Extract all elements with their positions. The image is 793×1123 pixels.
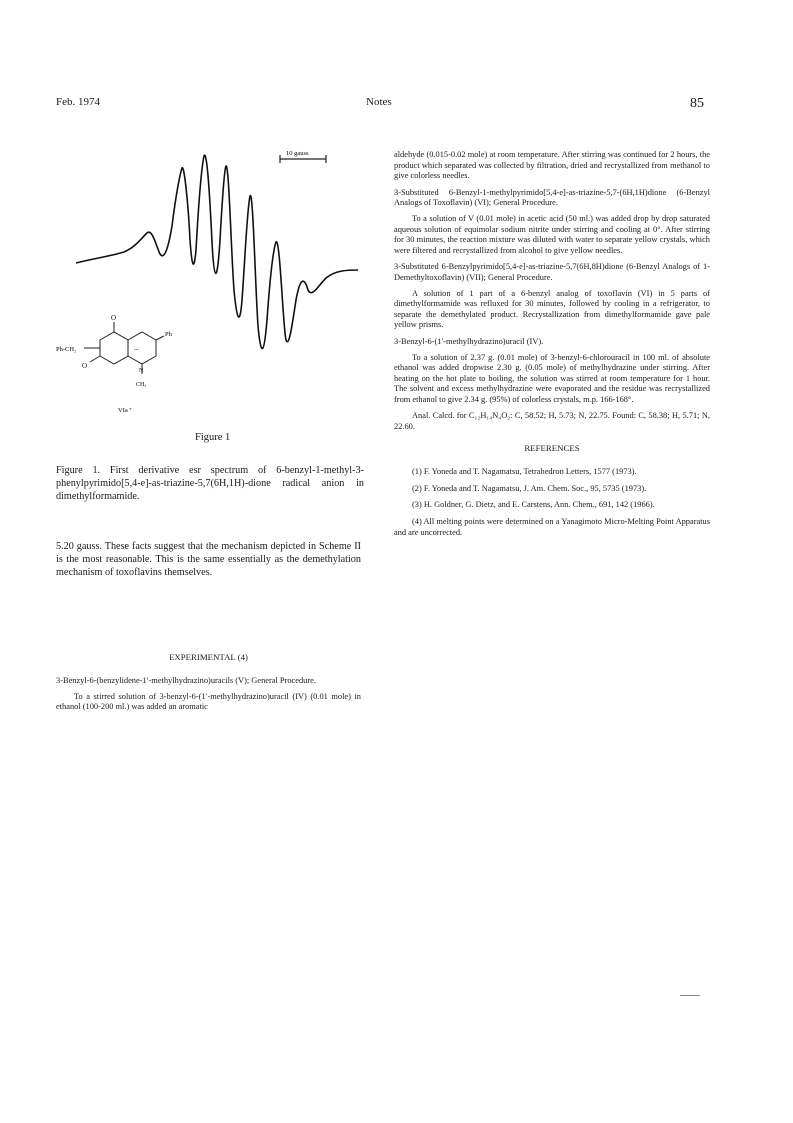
reference-item: (4) All melting points were determined on a Yanagimoto Micro-Melting Point Apparatus and are uncorrected. <box>394 517 710 537</box>
page-mark <box>680 995 700 996</box>
left-body-paragraph: 5.20 gauss. These facts suggest that the mechanism depicted in Scheme II is the most reasonable. This is the same essentially as the demethylation mechanism of toxoflavins themselves. <box>56 541 361 578</box>
struct-radical: − <box>134 345 139 354</box>
reference-item: (2) F. Yoneda and T. Nagamatsu, J. Am. Chem. Soc., 95, 5735 (1973). <box>412 483 647 493</box>
chemical-structure <box>84 322 164 374</box>
struct-o-top: O <box>111 314 117 322</box>
experimental-paragraph: To a stirred solution of 3-benzyl-6-(1′-methylhydrazino)uracil (IV) (0.01 mole) in ethanol (100-200 ml.) was added an aromatic <box>56 691 361 712</box>
struct-ch3: CH₃ <box>136 382 147 388</box>
subheading-IV: 3-Benzyl-6-(1′-methylhydrazino)uracil (IV). <box>394 336 544 346</box>
esr-spectrum-figure <box>56 130 366 430</box>
struct-o-left: O <box>82 362 88 370</box>
paragraph-IV: To a solution of 2.37 g. (0.01 mole) of 3-benzyl-6-chlorouracil in 100 ml. of absolute ethanol was added dropwise 2.30 g. (0.05 mole) of methylhydrazine under stirring. After heating on the hot plate to boiling, the solution was stirred at room temperature for 1 hour. The solvent and excess methylhydrazine were evaporated and the residue was recrystallized from ethanol to give 2.34 g. (95%) of colorless crystals, m.p. 166-168°. <box>394 352 710 404</box>
subheading-V: 3-Benzyl-6-(benzylidene-1′-methylhydrazino)uracils (V); General Procedure. <box>56 676 316 685</box>
paragraph-continued: aldehyde (0.015-0.02 mole) at room temperature. After stirring was continued for 2 hours, the product which separated was collected by filtration, dried and recrystallized from methanol to give colorless needles. <box>394 150 710 181</box>
paragraph-VI: To a solution of V (0.01 mole) in acetic acid (50 ml.) was added drop by drop saturated aqueous solution of equimolar sodium nitrite under stirring and cooling at 0°. After stirring for 30 minutes, the reaction mixture was diluted with water to separate yellow crystals, which were filtered and recrystallized from alcohol to give yellow needles. <box>394 213 710 255</box>
subheading-VI: 3-Substituted 6-Benzyl-1-methylpyrimido[5,4-e]-as-triazine-5,7-(6H,1H)dione (6-Benzyl Analogs of Toxoflavin) (VI); General Procedure. <box>394 187 710 208</box>
reference-item: (3) H. Goldner, G. Dietz, and E. Carstens, Ann. Chem., 691, 142 (1966). <box>412 500 655 510</box>
figure-caption: Figure 1. First derivative esr spectrum of 6-benzyl-1-methyl-3-phenylpyrimido[5,4-e]-as-triazine-5,7(6H,1H)-dione radical anion in dimethylformamide. <box>56 465 364 502</box>
struct-caption: VIa ⁷ <box>118 407 132 414</box>
page-number: 85 <box>690 96 704 111</box>
struct-ph: Ph <box>165 331 172 338</box>
paragraph-VII: A solution of 1 part of a 6-benzyl analog of toxoflavin (VI) in 5 parts of dimethylformamide was refluxed for 30 minutes, followed by cooling in a refrigerator, to separate the demethylated product. Recrystallization from dimethylformamide gave pale yellow prisms. <box>394 288 710 330</box>
running-header-date: Feb. 1974 <box>56 96 100 108</box>
experimental-left <box>56 676 361 719</box>
running-header-title: Notes <box>366 96 392 108</box>
reference-item: (1) F. Yoneda and T. Nagamatsu, Tetrahedron Letters, 1577 (1973). <box>412 467 637 477</box>
esr-trace <box>76 155 358 348</box>
struct-phch2: Ph-CH₂ <box>56 346 77 353</box>
analysis-line: Anal. Calcd. for C₁₂H₁₄N₄O₂: C, 58.52; H, 5.73; N, 22.75. Found: C, 58.38; H, 5.71; N, 22.60. <box>394 411 710 432</box>
struct-n: N <box>139 368 144 374</box>
figure-label: Figure 1 <box>195 432 231 443</box>
scale-bar-label: 10 gauss <box>286 150 309 157</box>
references-heading: REFERENCES <box>524 442 580 453</box>
right-column <box>394 150 710 544</box>
experimental-heading: EXPERIMENTAL (4) <box>169 652 248 662</box>
subheading-VII: 3-Substituted 6-Benzylpyrimido[5,4-e]-as-triazine-5,7(6H,8H)dione (6-Benzyl Analogs of 1-Demethyltoxoflavin) (VII); General Procedure. <box>394 262 710 282</box>
